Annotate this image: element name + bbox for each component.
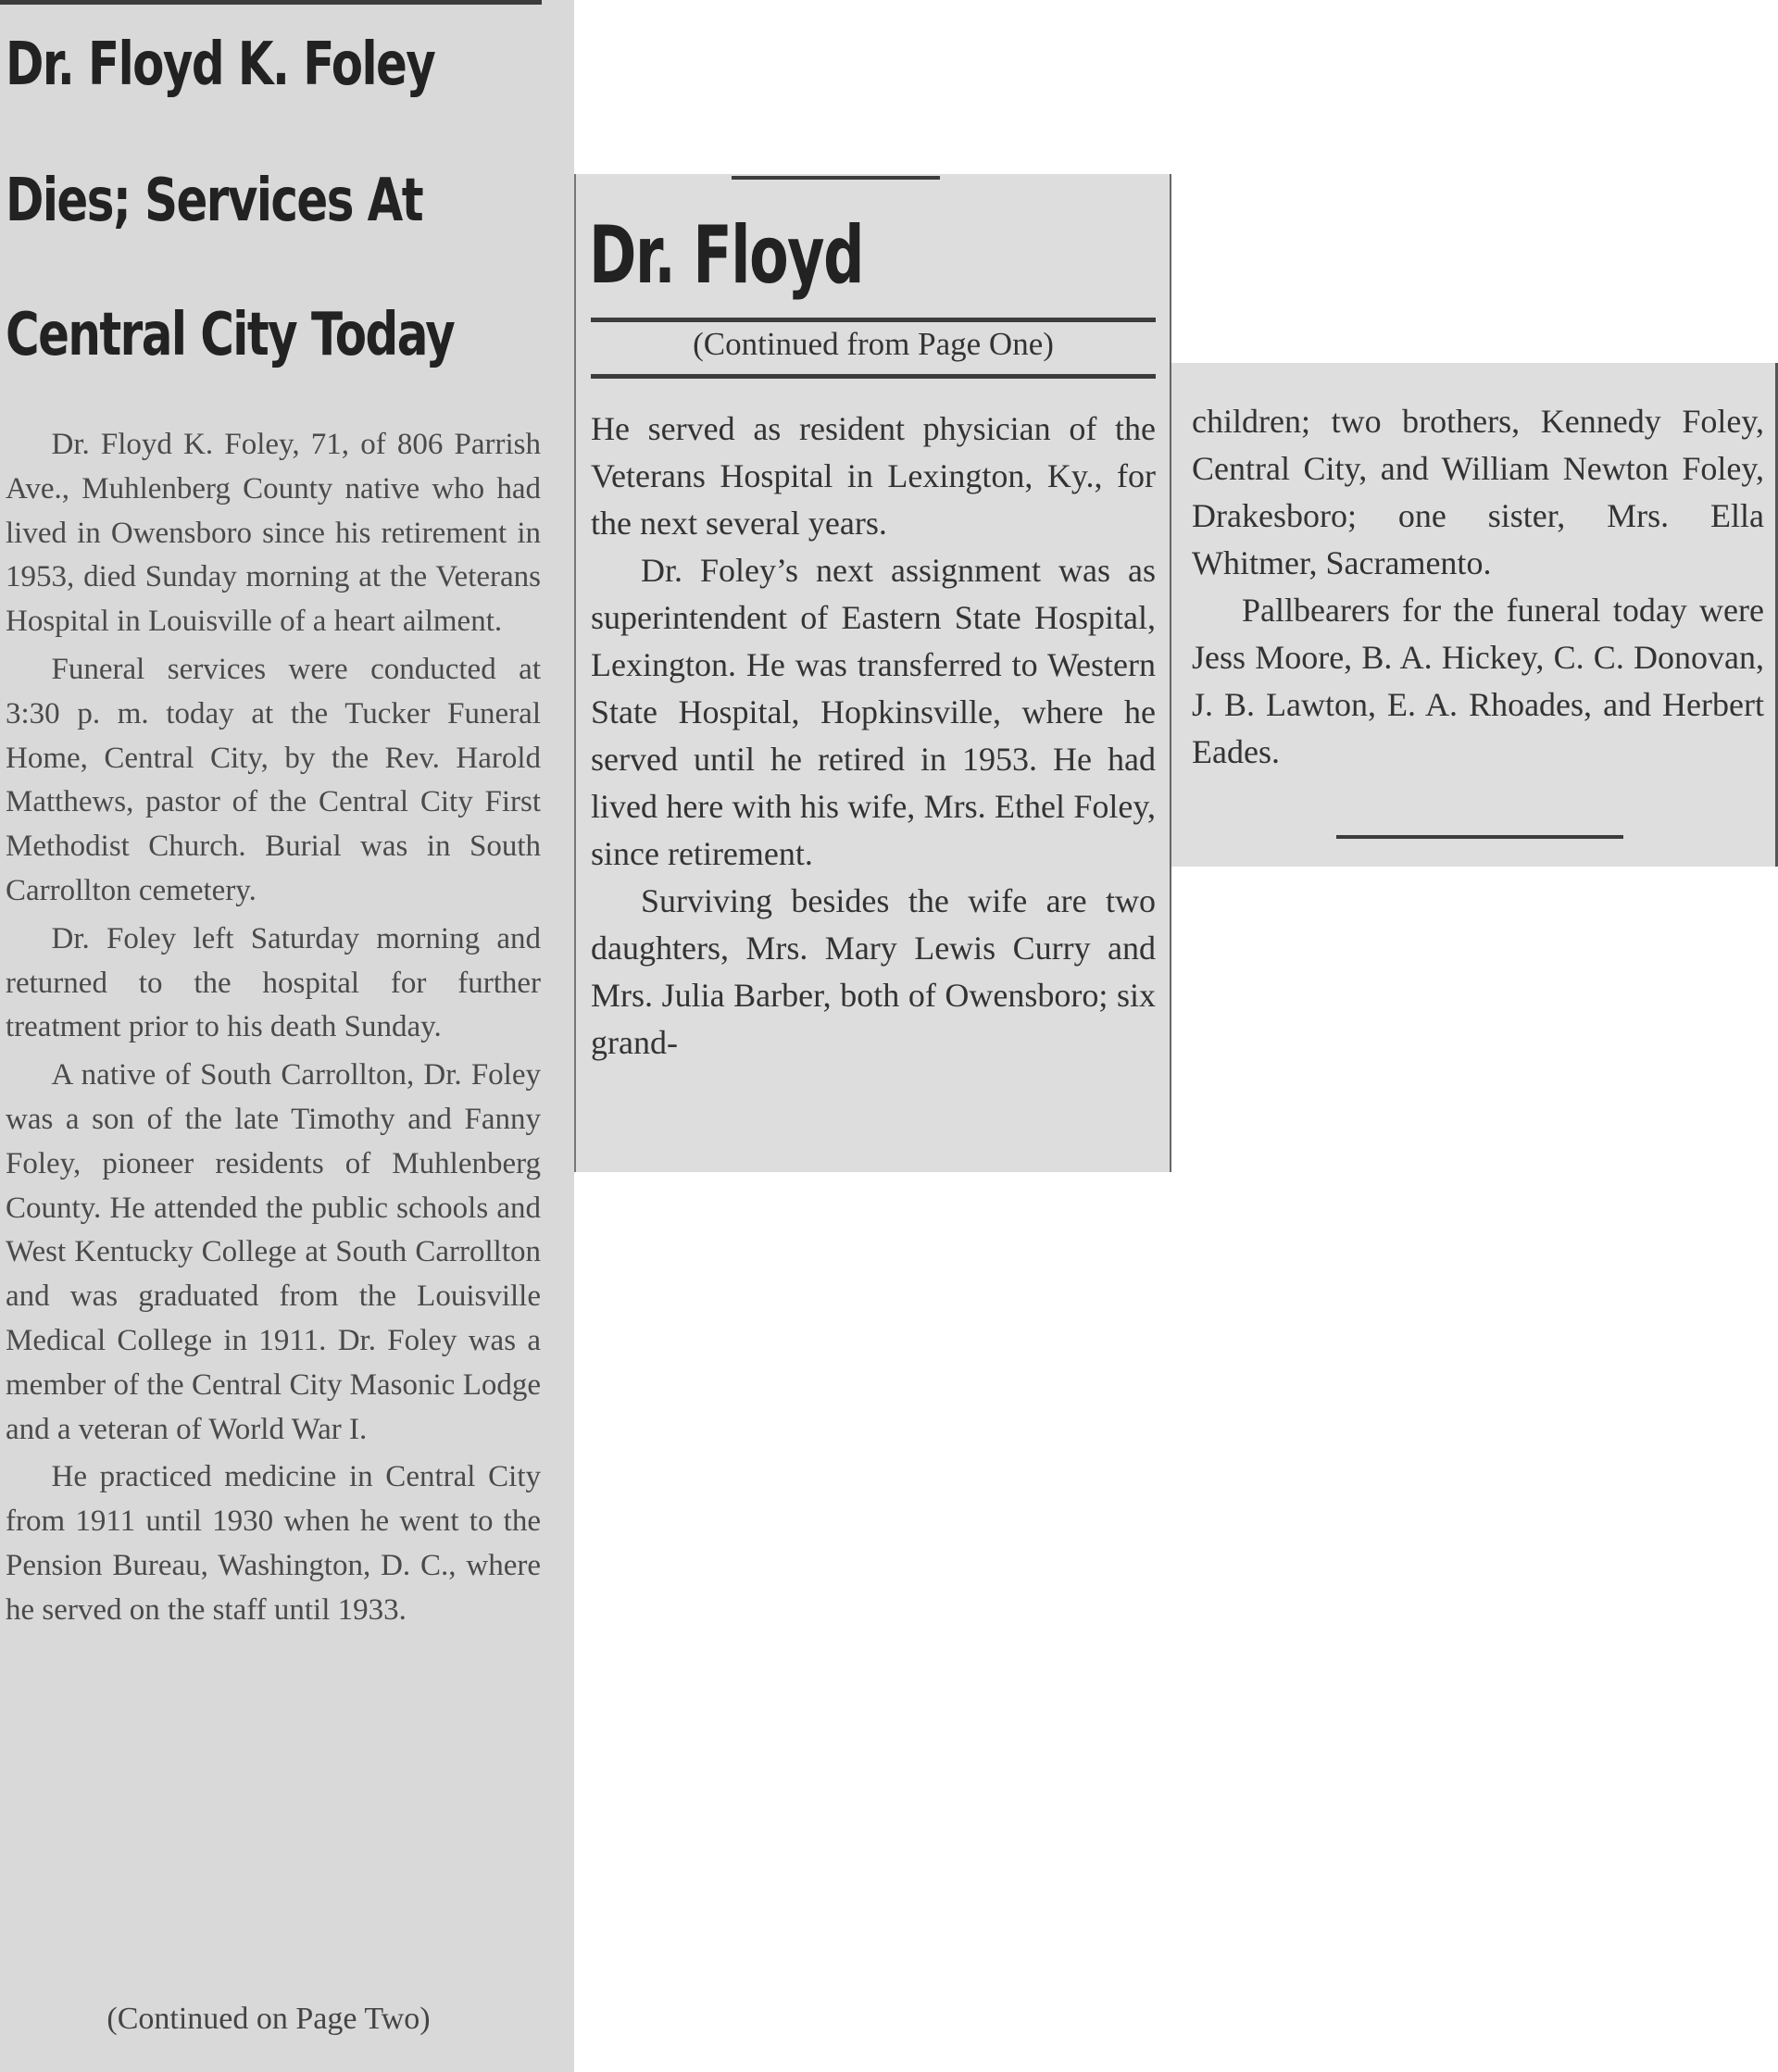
paragraph: Dr. Foley’s next assignment was as superintendent of Eastern State Hospital, Lexington. He was transferred to Western State Hospital, Hopkinsville, where he served until he retired in 1953. He had lived here with his wife, Mrs. Ethel Foley, since retirement.	[591, 552, 1156, 872]
headline-line-1: Dr. Floyd K. Foley	[6, 31, 435, 99]
paragraph: Dr. Foley left Saturday morning and returned to the hospital for further treatment prior to his death Sunday.	[6, 921, 541, 1044]
paragraph: Funeral services were conducted at 3:30 p. m. today at the Tucker Funeral Home, Central City, by the Rev. Harold Matthews, pastor of the Central City First Methodist Church. Burial was in South Carrollton cemetery.	[6, 652, 541, 907]
headline	[6, 167, 540, 235]
article-body	[591, 406, 1156, 1067]
paragraph: Dr. Floyd K. Foley, 71, of 806 Parrish Ave., Muhlenberg County native who had lived in Owensboro since his retirement in 1953, died Sunday morning at the Veterans Hospital in Louisville of a heart ailment.	[6, 428, 541, 639]
paragraph: children; two brothers, Kennedy Foley, Central City, and William Newton Foley, Drakesboro; one sister, Mrs. Ella Whitmer, Sacramento.	[1192, 403, 1764, 581]
clipping-page-two	[574, 174, 1171, 1172]
continued-note: (Continued on Page Two)	[106, 2002, 431, 2036]
paragraph: A native of South Carrollton, Dr. Foley was a son of the late Timothy and Fanny Foley, pioneer residents of Muhlenberg County. He attended the public schools and West Kentucky College at South Carrollton and was graduated from the Louisville Medical College in 1911. Dr. Foley was a member of the Central City Masonic Lodge and a veteran of World War I.	[6, 1058, 541, 1446]
clipping-page-one	[0, 0, 574, 2072]
article-body	[6, 423, 541, 1637]
headline: Dr. Floyd	[589, 209, 863, 302]
subhead-rule	[591, 374, 1156, 379]
article-body	[1192, 398, 1764, 776]
paragraph: Pallbearers for the funeral today were Jess Moore, B. A. Hickey, C. C. Donovan, J. B. Lawton, E. A. Rhoades, and Herbert Eades.	[1192, 592, 1764, 770]
headline-line-3: Central City Today	[6, 301, 455, 369]
top-rule	[732, 176, 940, 180]
continued-from-note: (Continued from Page One)	[693, 326, 1054, 362]
paragraph: He practiced medicine in Central City from 1911 until 1930 when he went to the Pension Bureau, Washington, D. C., where he served on the staff until 1933.	[6, 1460, 541, 1627]
paragraph: He served as resident physician of the Veterans Hospital in Lexington, Ky., for the next several years.	[591, 410, 1156, 542]
clipping-page-two-continued	[1171, 363, 1778, 867]
headline	[6, 301, 581, 369]
headline-rule	[591, 318, 1156, 322]
top-rule	[0, 0, 542, 5]
headline	[6, 31, 556, 99]
headline-line-2: Dies; Services At	[6, 167, 423, 235]
paragraph: Surviving besides the wife are two daughters, Mrs. Mary Lewis Curry and Mrs. Julia Barber, both of Owensboro; six grand-	[591, 882, 1156, 1061]
end-rule	[1336, 835, 1623, 839]
